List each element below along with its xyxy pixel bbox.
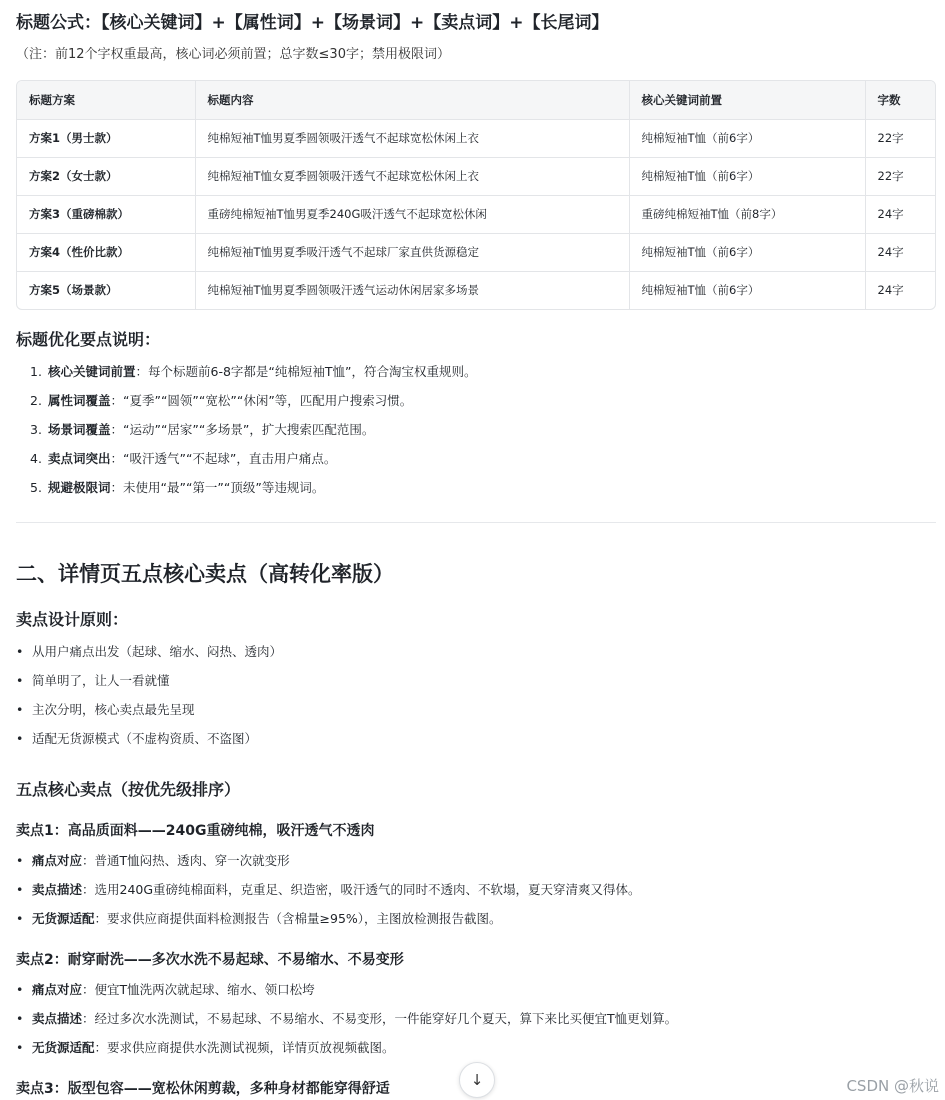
table-cell: 22字 [877, 131, 904, 145]
table-cell: 纯棉短袖T恤男夏季圆领吸汗透气运动休闲居家多场景 [195, 271, 629, 309]
list-item: • 无货源适配：要求供应商提供面料检测报告（含棉量≥95%），主图放检测报告截图。 [16, 908, 641, 937]
point-title: 卖点2：耐穿耐洗——多次水洗不易起球、不易缩水、不易变形 [16, 952, 404, 968]
title-plan-table [16, 80, 936, 310]
list-item: 2. 属性词覆盖：“夏季”“圆领”“宽松”“休闲”等，匹配用户搜索习惯。 [30, 393, 413, 408]
table-row [17, 119, 935, 157]
optimization-list [30, 361, 477, 506]
principles-list [16, 641, 282, 757]
title-formula: 标题公式：【核心关键词】+【属性词】+【场景词】+【卖点词】+【长尾词】 [16, 13, 609, 33]
list-item: • 主次分明，核心卖点最先呈现 [16, 699, 282, 728]
table-cell: 方案5（场景款） [17, 271, 195, 309]
list-item: 3. 场景词覆盖：“运动”“居家”“多场景”，扩大搜索匹配范围。 [30, 422, 375, 437]
point-title: 卖点1：高品质面料——240G重磅纯棉，吸汗透气不透肉 [16, 823, 375, 839]
optimization-heading: 标题优化要点说明： [16, 330, 161, 349]
table-cell: 纯棉短袖T恤（前6字） [629, 271, 865, 309]
list-item: • 痛点对应：便宜T恤洗两次就起球、缩水、领口松垮 [16, 979, 677, 1008]
table-header: 字数 [877, 92, 901, 107]
formula-note: （注：前12个字权重最高，核心词必须前置；总字数≤30字；禁用极限词） [16, 47, 450, 62]
table-row [17, 233, 935, 271]
list-item: 4. 卖点词突出：“吸汗透气”“不起球”，直击用户痛点。 [30, 451, 337, 466]
list-item: • 适配无货源模式（不虚构资质、不盗图） [16, 728, 282, 757]
table-cell: 重磅纯棉短袖T恤男夏季240G吸汗透气不起球宽松休闲 [195, 195, 629, 233]
table-cell: 纯棉短袖T恤（前6字） [629, 119, 865, 157]
table-cell: 方案3（重磅棉款） [17, 195, 195, 233]
table-header: 标题内容 [195, 81, 629, 119]
table-cell: 24字 [877, 245, 904, 259]
list-item: • 无货源适配：要求供应商提供水洗测试视频，详情页放视频截图。 [16, 1037, 677, 1066]
table-cell: 方案2（女士款） [17, 157, 195, 195]
list-item: • 从用户痛点出发（起球、缩水、闷热、透肉） [16, 641, 282, 670]
table-cell: 22字 [877, 169, 904, 183]
point-title: 卖点3：版型包容——宽松休闲剪裁，多种身材都能穿得舒适 [16, 1081, 390, 1097]
list-item: • 简单明了，让人一看就懂 [16, 670, 282, 699]
table-row [17, 157, 935, 195]
scroll-to-bottom-button[interactable] [459, 1062, 495, 1098]
point-detail-list [16, 979, 677, 1066]
table-cell: 纯棉短袖T恤男夏季吸汗透气不起球厂家直供货源稳定 [195, 233, 629, 271]
section-heading: 二、详情页五点核心卖点（高转化率版） [16, 562, 394, 586]
table-cell: 重磅纯棉短袖T恤（前8字） [629, 195, 865, 233]
list-item: • 卖点描述：经过多次水洗测试，不易起球、不易缩水、不易变形，一件能穿好几个夏天，算下来比买便宜T恤更划算。 [16, 1008, 677, 1037]
table-cell: 方案1（男士款） [17, 119, 195, 157]
table-cell: 纯棉短袖T恤（前6字） [629, 157, 865, 195]
list-item: 5. 规避极限词：未使用“最”“第一”“顶级”等违规词。 [30, 480, 325, 495]
point-detail-list [16, 850, 641, 937]
principles-heading: 卖点设计原则： [16, 610, 129, 629]
table-header: 核心关键词前置 [629, 81, 865, 119]
table-cell: 方案4（性价比款） [17, 233, 195, 271]
list-item: • 痛点对应：普通T恤闷热、透肉、穿一次就变形 [16, 850, 641, 879]
list-item: 1. 核心关键词前置：每个标题前6-8字都是“纯棉短袖T恤”，符合淘宝权重规则。 [30, 364, 477, 379]
table-cell: 24字 [877, 283, 904, 298]
table-cell: 纯棉短袖T恤女夏季圆领吸汗透气不起球宽松休闲上衣 [195, 157, 629, 195]
table-row [17, 271, 935, 309]
table-cell: 纯棉短袖T恤男夏季圆领吸汗透气不起球宽松休闲上衣 [195, 119, 629, 157]
table-cell: 纯棉短袖T恤（前6字） [629, 233, 865, 271]
five-points-heading: 五点核心卖点（按优先级排序） [16, 780, 241, 799]
table-cell: 24字 [877, 207, 904, 221]
list-item: • 卖点描述：选用240G重磅纯棉面料，克重足、织造密，吸汗透气的同时不透肉、不软塌，夏天穿清爽又得体。 [16, 879, 641, 908]
table-row [17, 195, 935, 233]
watermark: CSDN @秋说 [846, 1077, 939, 1095]
section-divider [16, 522, 936, 523]
arrow-down-icon: ↓ [470, 1071, 484, 1089]
table-header-row [17, 81, 935, 119]
table-header: 标题方案 [17, 81, 195, 119]
